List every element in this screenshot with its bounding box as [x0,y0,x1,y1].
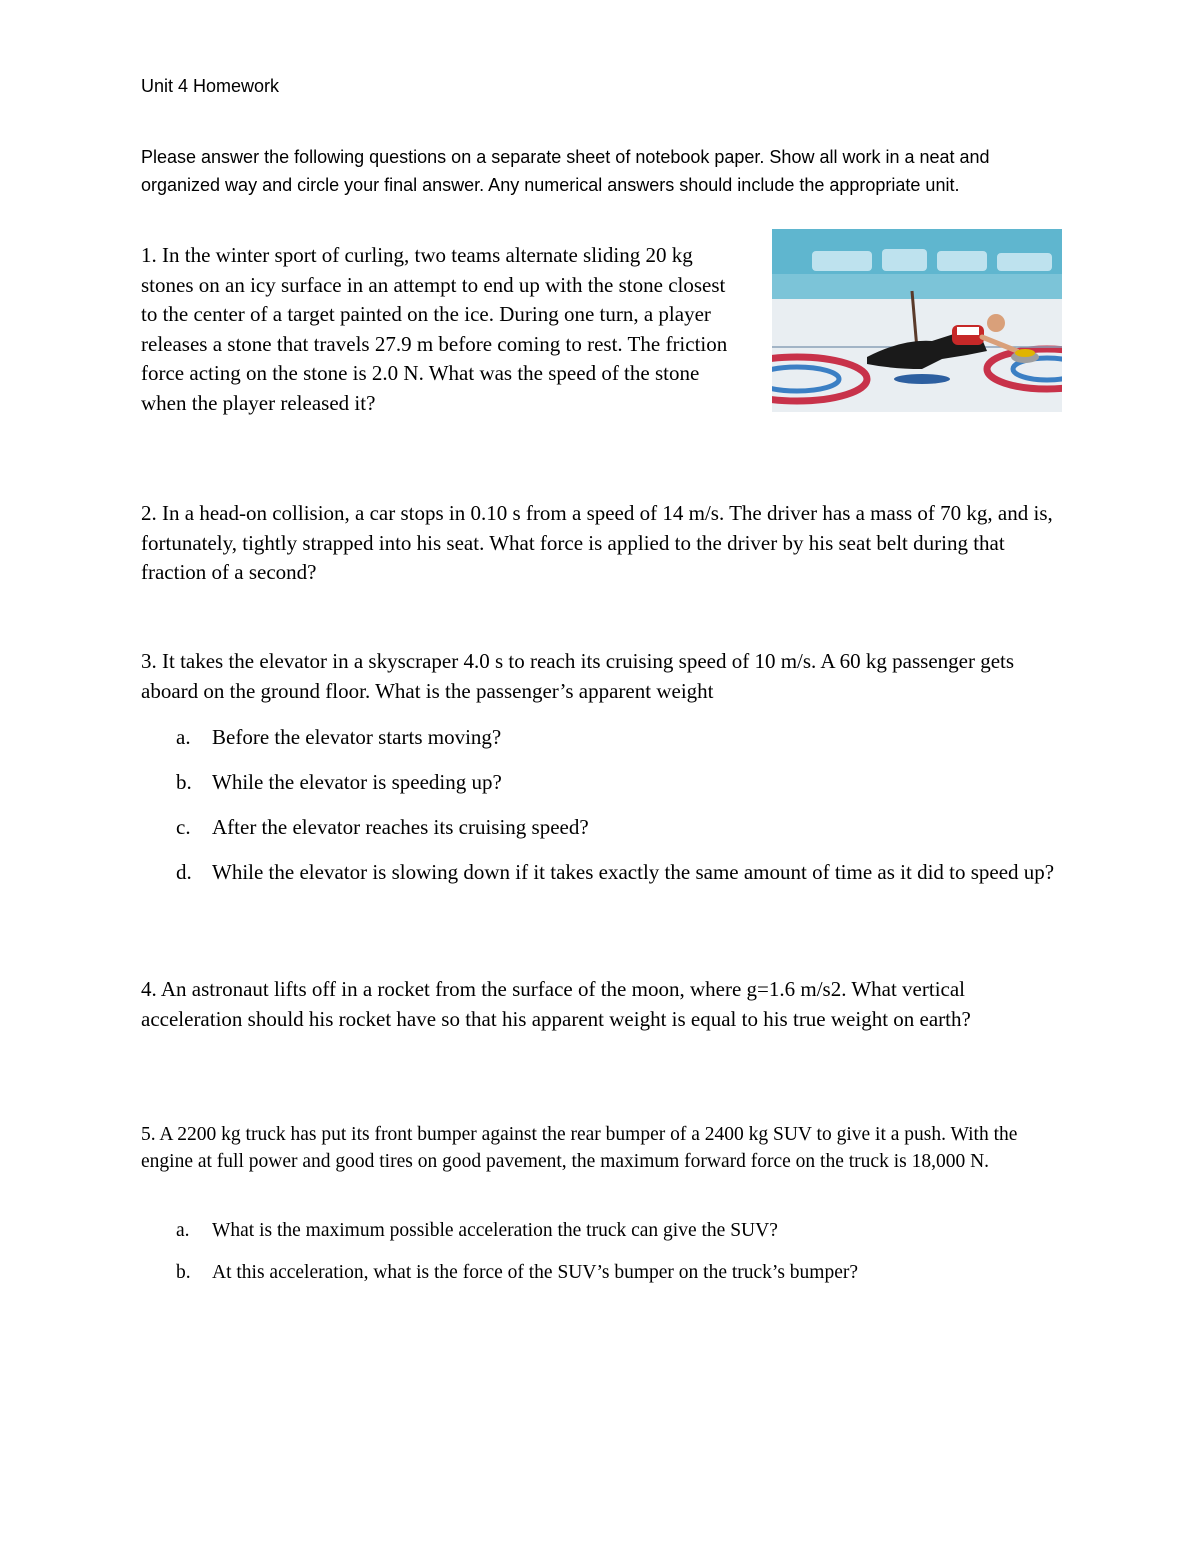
question-3: 3. It takes the elevator in a skyscraper 4.0 s to reach its cruising speed of 10 m/s. A 60 kg passenger gets aboard on the ground floor. What is the passenger’s apparent weight [141,649,1015,703]
question-3-part-c [141,813,1071,843]
question-5: 5. A 2200 kg truck has put its front bumper against the rear bumper of a 2400 kg SUV to give it a push. With the engine at full power and good tires on good pavement, the maximum forward force on the truck is 18,000 N. [141,1124,1018,1172]
instructions-paragraph: Please answer the following questions on a separate sheet of notebook paper. Show all work in a neat and organized way and circle your final answer. Any numerical answers should include the appropriate unit. [141,147,990,195]
part-text: At this acceleration, what is the force of the SUV’s bumper on the truck’s bumper? [212,1262,859,1283]
question-2: 2. In a head-on collision, a car stops in 0.10 s from a speed of 14 m/s. The driver has a mass of 70 kg, and is, fortunately, tightly strapped into his seat. What force is applied to the driver by his seat belt during that fraction of a second? [141,501,1053,585]
part-text: While the elevator is speeding up? [212,769,502,794]
page-title: Unit 4 Homework [141,76,280,96]
part-letter: b. [176,769,192,794]
part-letter: a. [176,725,191,749]
question-5-parts [141,1217,1071,1301]
question-5-part-b [141,1259,1071,1286]
question-3-parts [141,723,1071,903]
question-3-part-d [141,858,1071,888]
part-text: After the elevator reaches its cruising speed? [212,814,589,839]
part-letter: c. [176,814,191,839]
part-letter: b. [176,1262,191,1283]
question-3-part-b [141,768,1071,798]
question-3-part-a [141,723,1071,753]
question-1: 1. In the winter sport of curling, two teams alternate sliding 20 kg stones on an icy surface in an attempt to end up with the stone closest to the center of a target painted on the ice. During one turn, a player releases a stone that travels 27.9 m before coming to rest. The friction force acting on the stone is 2.0 N. What was the speed of the stone when the player released it? [141,243,728,415]
part-letter: d. [176,859,192,884]
part-text: Before the elevator starts moving? [212,725,502,749]
curling-player-photo [772,229,1062,412]
part-text: What is the maximum possible acceleration the truck can give the SUV? [212,1220,778,1241]
question-4: 4. An astronaut lifts off in a rocket from the surface of the moon, where g=1.6 m/s2. What vertical acceleration should his rocket have so that his apparent weight is equal to his true weight on earth? [141,977,971,1031]
part-letter: a. [176,1220,190,1241]
part-text: While the elevator is slowing down if it takes exactly the same amount of time as it did to speed up? [212,859,1055,884]
question-5-part-a [141,1217,1071,1244]
